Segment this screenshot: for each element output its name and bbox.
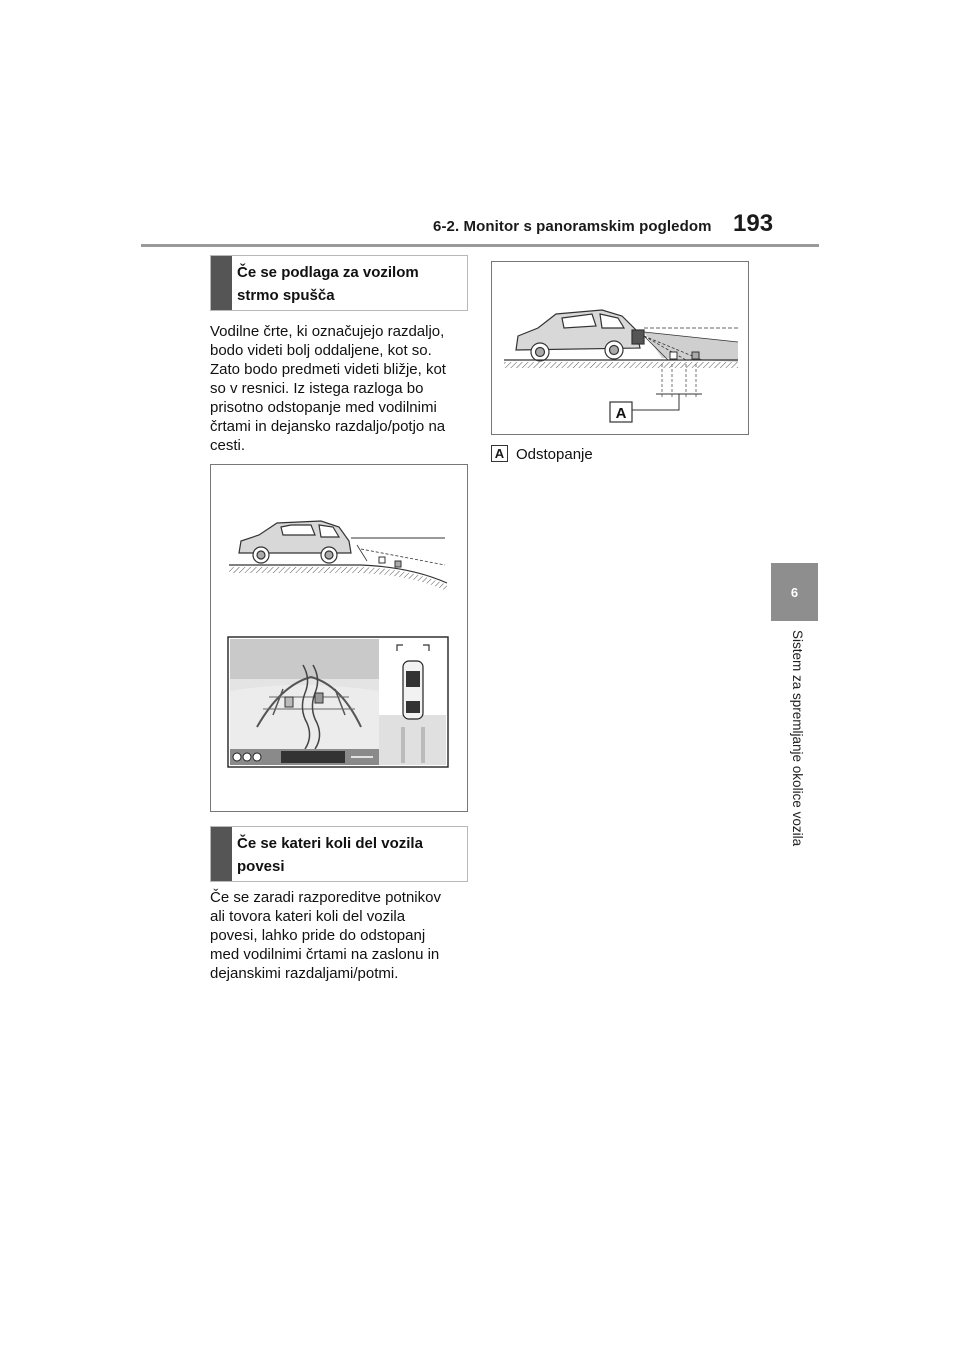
figure-downslope [210, 464, 468, 812]
heading-bar [211, 256, 232, 310]
page-number: 193 [733, 210, 774, 237]
legend-letter: A [491, 445, 508, 462]
downslope-illustration [211, 465, 467, 811]
car-side-illustration [516, 310, 644, 361]
heading-text: Če se podlaga za vozilom strmo spušča [237, 264, 419, 304]
heading-bar [211, 827, 232, 881]
section-body-downslope: Vodilne črte, ki označujejo razdaljo, bodo videti bolj oddaljene, kot so. Zato bodo predmeti videti bližje, kot so v resnici. Iz istega razloga bo prisotno odstopanje med vodilnimi črtami in dejansko razdaljo/potjo na cesti. [210, 323, 446, 454]
legend-text: Odstopanje [516, 446, 593, 463]
section-heading-sagging [210, 826, 468, 882]
chapter-title: Sistem za spremljanje okolice vozila [790, 630, 805, 847]
car-side-illustration [239, 521, 351, 563]
section-title: 6-2. Monitor s panoramskim pogledom [433, 218, 712, 235]
section-heading-downslope [210, 255, 468, 311]
chapter-tab [771, 563, 818, 621]
callout-letter: A [615, 405, 627, 422]
figure-deviation [491, 261, 749, 435]
chapter-number: 6 [790, 584, 799, 600]
header-rule [141, 244, 819, 247]
heading-text: Če se kateri koli del vozila povesi [237, 835, 423, 875]
monitor-screen [228, 637, 448, 767]
deviation-illustration [492, 262, 748, 434]
section-body-sagging: Če se zaradi razporeditve potnikov ali tovora kateri koli del vozila povesi, lahko pride do odstopanj med vodilnimi črtami na zaslonu in dejanskimi razdaljami/potmi. [210, 889, 441, 982]
